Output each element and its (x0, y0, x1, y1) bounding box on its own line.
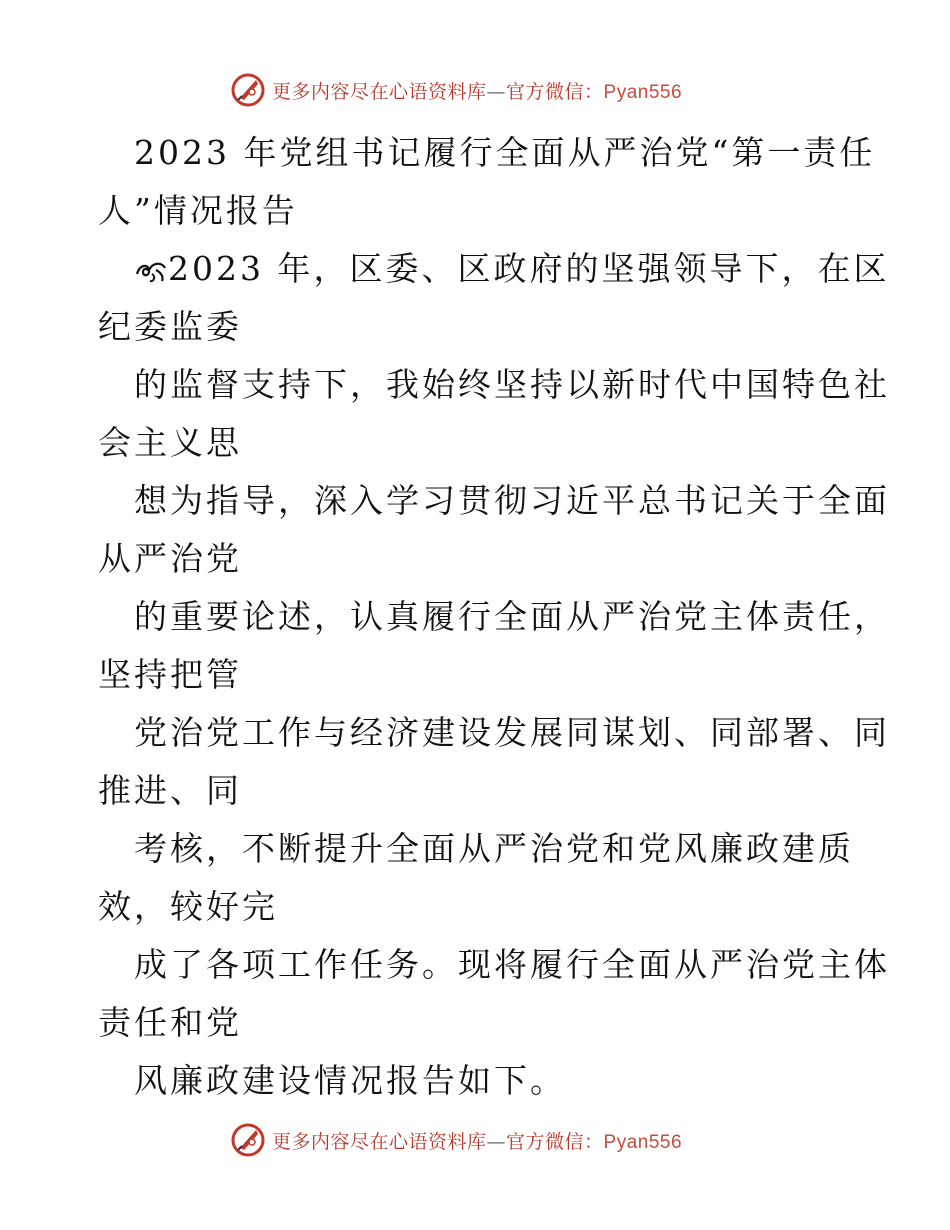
document-title-line-1: 2023 年党组书记履行全面从严治党“第一责任 (134, 133, 876, 172)
footer-text (272, 1127, 682, 1154)
footer-wechat-label: 官方微信： (506, 1130, 604, 1153)
document-body (98, 124, 890, 1110)
header-dash: — (486, 80, 507, 103)
paragraph-line-14: 责任和党 (98, 1003, 242, 1042)
footer-dash: — (486, 1130, 507, 1153)
paragraph-line-8: 坚持把管 (98, 655, 242, 694)
document-title-line-2: 人”情况报告 (98, 191, 298, 230)
paragraph-line-2: 纪委监委 (98, 307, 242, 346)
header-library-text: 更多内容尽在心语资料库 (272, 80, 487, 103)
fleuron-icon (134, 256, 168, 286)
paragraph-line-10: 推进、同 (98, 771, 242, 810)
paragraph-line-1-text: 2023 年，区委、区政府的坚强领导下，在区 (168, 249, 890, 288)
footer-library-text: 更多内容尽在心语资料库 (272, 1130, 487, 1153)
paragraph-line-13: 成了各项工作任务。现将履行全面从严治党主体 (134, 945, 890, 984)
header-banner[interactable] (230, 70, 682, 110)
paragraph-line-9: 党治党工作与经济建设发展同谋划、同部署、同 (134, 713, 890, 752)
footer-banner[interactable] (230, 1120, 682, 1160)
paragraph-line-3: 的监督支持下，我始终坚持以新时代中国特色社 (134, 365, 890, 404)
quill-logo-icon (230, 72, 266, 108)
paragraph-line-6: 从严治党 (98, 539, 242, 578)
paragraph-line-1 (98, 240, 890, 298)
footer-wechat-id: Pyan556 (603, 1131, 683, 1153)
quill-logo-icon (230, 1122, 266, 1158)
paragraph-line-4: 会主义思 (98, 423, 242, 462)
paragraph-line-7: 的重要论述，认真履行全面从严治党主体责任， (134, 597, 890, 636)
paragraph-line-11: 考核，不断提升全面从严治党和党风廉政建质 (134, 829, 854, 868)
header-wechat-id: Pyan556 (603, 81, 683, 103)
paragraph-line-12: 效，较好完 (98, 887, 278, 926)
paragraph-line-5: 想为指导，深入学习贯彻习近平总书记关于全面 (134, 481, 890, 520)
paragraph-line-15: 风廉政建设情况报告如下。 (134, 1061, 566, 1100)
header-wechat-label: 官方微信： (506, 80, 604, 103)
header-text (272, 77, 682, 104)
